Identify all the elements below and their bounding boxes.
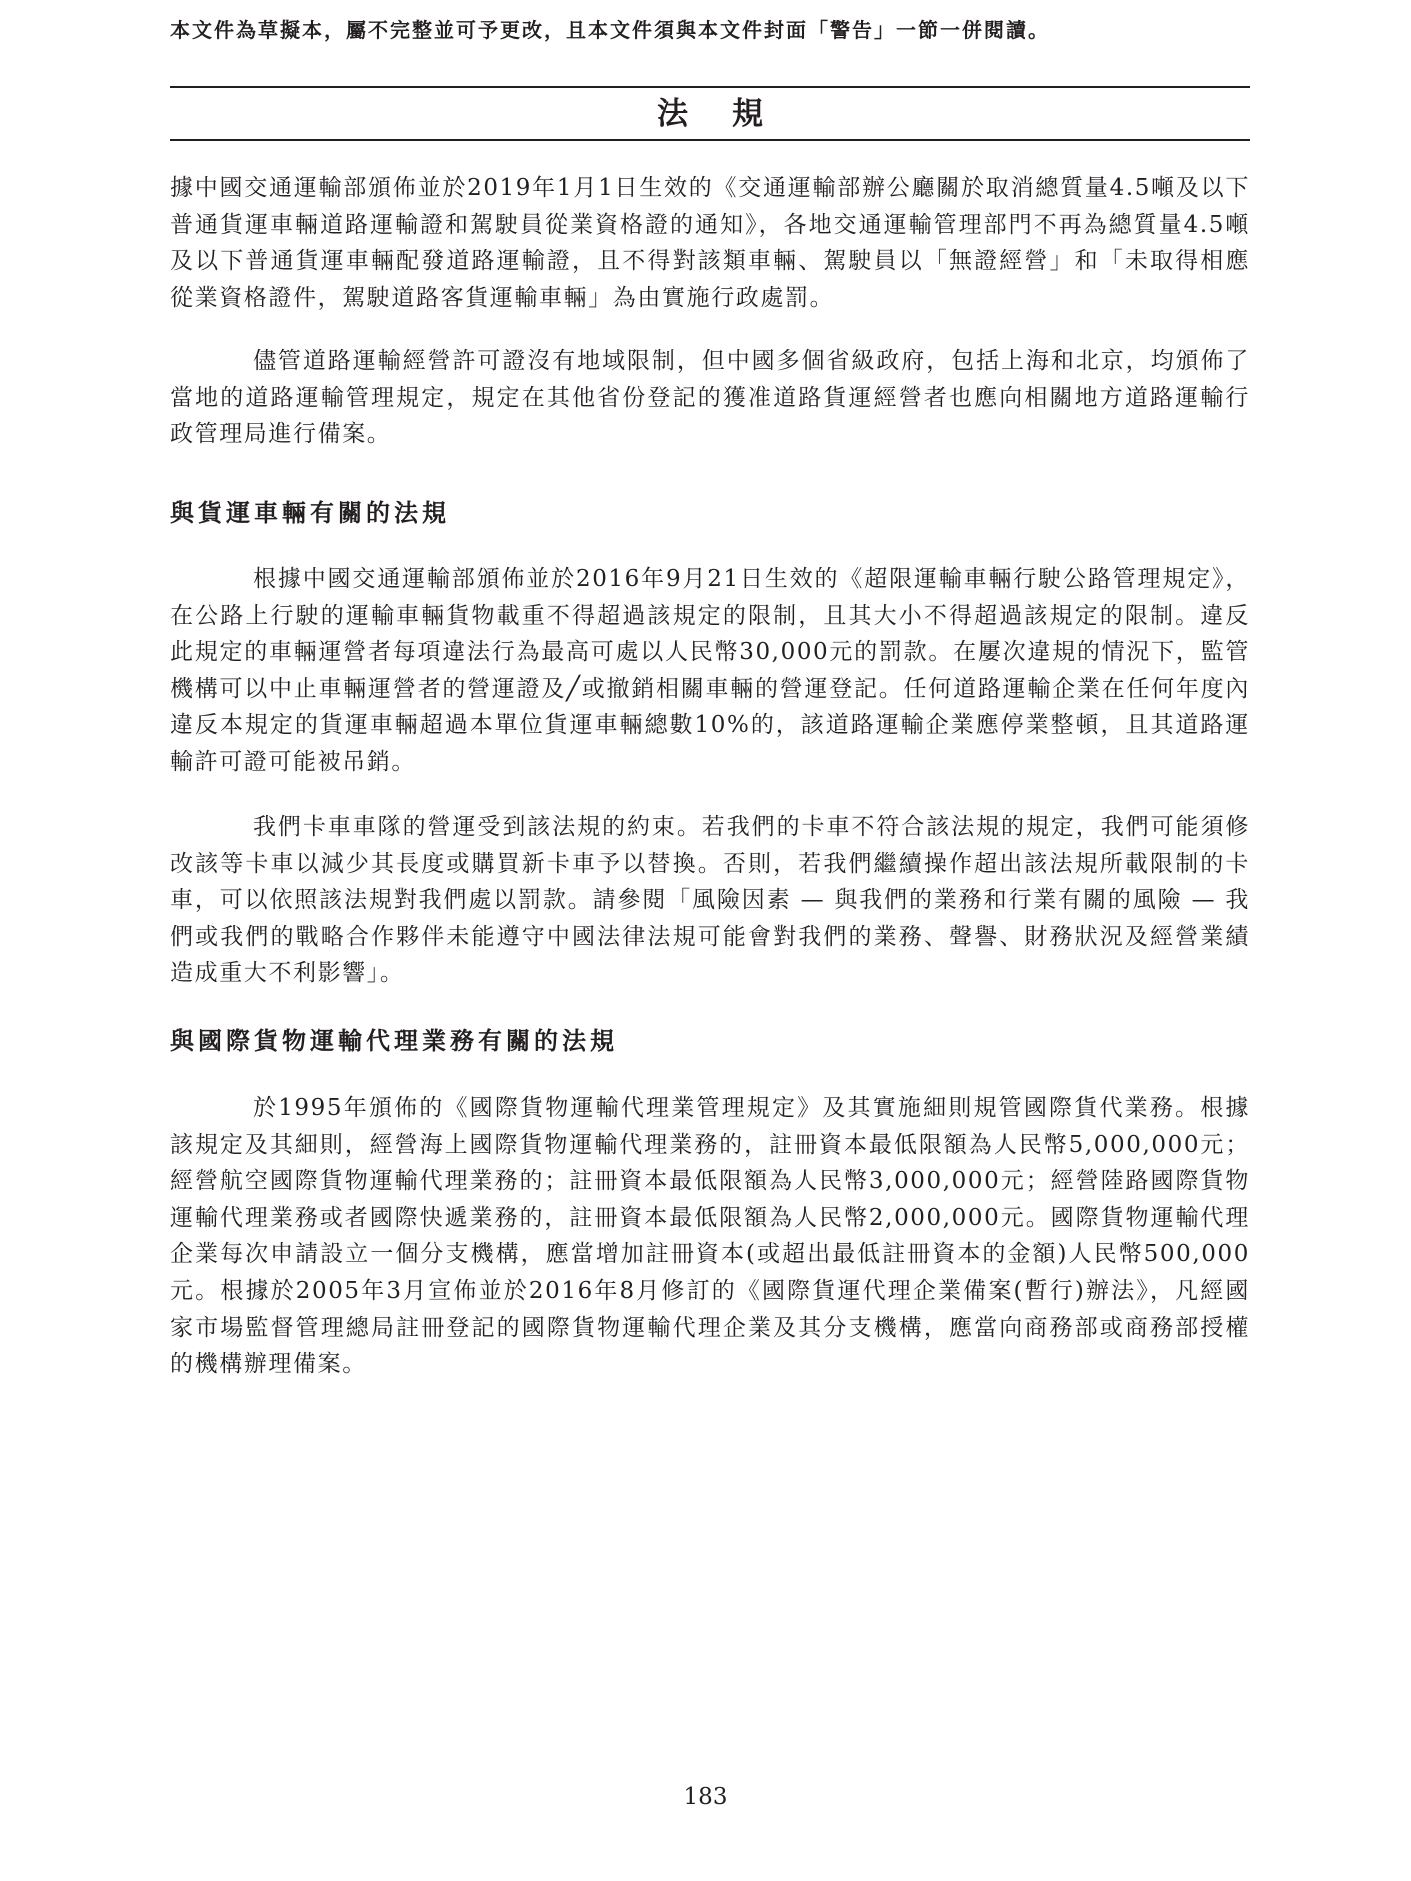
page-title: 法規	[657, 96, 807, 132]
paragraph-freight-forwarding-rules: 於1995年頒佈的《國際貨物運輸代理業管理規定》及其實施細則規管國際貨代業務。根據該規定及其細則，經營海上國際貨物運輸代理業務的，註冊資本最低限額為人民幣5,000,000元；經營航空國際貨物運輸代理業務的；註冊資本最低限額為人民幣3,000,000元；經營陸路國際貨物運輸代理業務或者國際快遞業務的，註冊資本最低限額為人民幣2,000,000元。國際貨物運輸代理企業每次申請設立一個分支機構，應當增加註冊資本(或超出最低註冊資本的金額)人民幣500,000元。根據於2005年3月宣佈並於2016年8月修訂的《國際貨運代理企業備案(暫行)辦法》，凡經國家市場監督管理總局註冊登記的國際貨物運輸代理企業及其分支機構，應當向商務部或商務部授權的機構辦理備案。	[170, 1095, 1250, 1378]
page-number: 183	[683, 1784, 728, 1810]
title-top-rule	[170, 86, 1250, 88]
paragraph-truck-fleet-impact: 我們卡車車隊的營運受到該法規的約束。若我們的卡車不符合該法規的規定，我們可能須修改該等卡車以減少其長度或購買新卡車予以替換。否則，若我們繼續操作超出該法規所載限制的卡車，可以依照該法規對我們處以罰款。請參閱「風險因素 — 與我們的業務和行業有關的風險 — 我們或我們的戰略合作夥伴未能遵守中國法律法規可能會對我們的業務、聲譽、財務狀況及經營業績造成重大不利影響」。	[170, 814, 1250, 987]
section-heading-freight-vehicles: 與貨運車輛有關的法規	[170, 499, 450, 527]
paragraph-overloading-rules: 根據中國交通運輸部頒佈並於2016年9月21日生效的《超限運輸車輛行駛公路管理規定》，在公路上行駛的運輸車輛貨物載重不得超過該規定的限制，且其大小不得超過該規定的限制。違反此規定的車輛運營者每項違法行為最高可處以人民幣30,000元的罰款。在屢次違規的情況下，監管機構可以中止車輛運營者的營運證及╱或撤銷相關車輛的營運登記。任何道路運輸企業在任何年度內違反本規定的貨運車輛超過本單位貨運車輛總數10%的，該道路運輸企業應停業整頓，且其道路運輸許可證可能被吊銷。	[170, 566, 1250, 775]
paragraph-road-transport-permit-cancellation: 據中國交通運輸部頒佈並於2019年1月1日生效的《交通運輸部辦公廳關於取消總質量4.5噸及以下普通貨運車輛道路運輸證和駕駛員從業資格證的通知》，各地交通運輸管理部門不再為總質量4.5噸及以下普通貨運車輛配發道路運輸證，且不得對該類車輛、駕駛員以「無證經營」和「未取得相應從業資格證件，駕駛道路客貨運輸車輛」為由實施行政處罰。	[170, 175, 1250, 311]
draft-disclaimer: 本文件為草擬本，屬不完整並可予更改，且本文件須與本文件封面「警告」一節一併閱讀。	[170, 18, 1050, 42]
section-heading-freight-forwarding: 與國際貨物運輸代理業務有關的法規	[170, 1027, 618, 1055]
title-bottom-rule	[170, 139, 1250, 141]
paragraph-regional-filing: 儘管道路運輸經營許可證沒有地域限制，但中國多個省級政府，包括上海和北京，均頒佈了當地的道路運輸管理規定，規定在其他省份登記的獲准道路貨運經營者也應向相關地方道路運輸行政管理局進行備案。	[170, 348, 1250, 448]
